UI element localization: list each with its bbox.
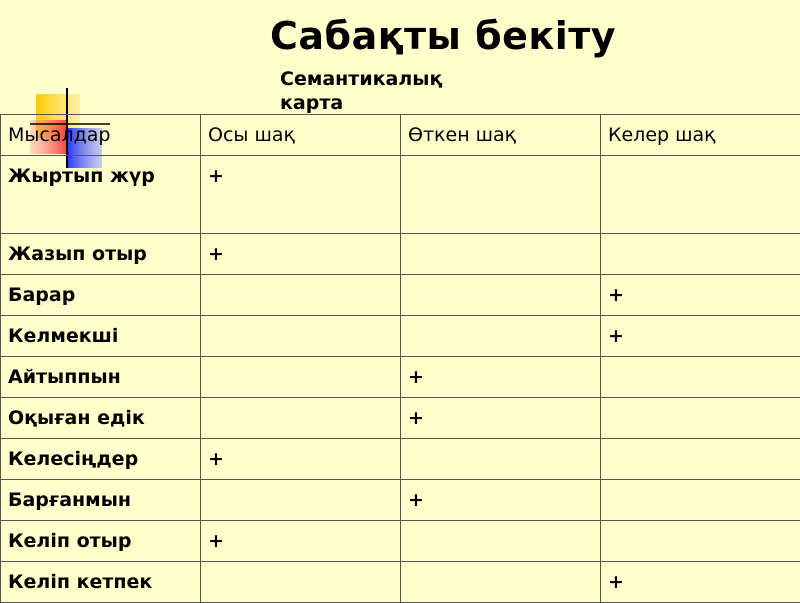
present-cell: + (201, 234, 401, 275)
table-row (1, 521, 800, 562)
page-subtitle: Семантикалық карта (280, 67, 510, 115)
example-cell: Барар (1, 275, 201, 316)
future-cell (601, 156, 800, 234)
future-cell: + (601, 562, 800, 603)
table-row (1, 480, 800, 521)
page-title: Сабақты бекіту (270, 14, 616, 58)
future-cell: + (601, 275, 800, 316)
present-cell (201, 275, 401, 316)
table-row (1, 156, 800, 234)
future-cell (601, 357, 800, 398)
semantic-map-table (0, 114, 800, 603)
table-row (1, 275, 800, 316)
future-cell (601, 398, 800, 439)
present-cell (201, 357, 401, 398)
present-cell (201, 398, 401, 439)
header-present-tense: Осы шақ (201, 115, 401, 156)
present-cell: + (201, 439, 401, 480)
past-cell (401, 521, 601, 562)
table-row (1, 562, 800, 603)
table-row (1, 439, 800, 480)
example-cell: Жыртып жүр (1, 156, 201, 234)
future-cell: + (601, 316, 800, 357)
example-cell: Айтыппын (1, 357, 201, 398)
past-cell: + (401, 480, 601, 521)
present-cell (201, 480, 401, 521)
past-cell (401, 316, 601, 357)
example-cell: Келіп кетпек (1, 562, 201, 603)
past-cell (401, 156, 601, 234)
example-cell: Келмекші (1, 316, 201, 357)
table-header-row (1, 115, 800, 156)
future-cell (601, 521, 800, 562)
header-examples: Мысалдар (1, 115, 201, 156)
example-cell: Келесіңдер (1, 439, 201, 480)
past-cell: + (401, 357, 601, 398)
past-cell: + (401, 398, 601, 439)
present-cell (201, 316, 401, 357)
table-row (1, 357, 800, 398)
past-cell (401, 439, 601, 480)
table-row (1, 398, 800, 439)
example-cell: Жазып отыр (1, 234, 201, 275)
example-cell: Оқыған едік (1, 398, 201, 439)
example-cell: Келіп отыр (1, 521, 201, 562)
table-row (1, 234, 800, 275)
present-cell (201, 562, 401, 603)
past-cell (401, 234, 601, 275)
present-cell: + (201, 521, 401, 562)
present-cell: + (201, 156, 401, 234)
past-cell (401, 275, 601, 316)
future-cell (601, 234, 800, 275)
future-cell (601, 480, 800, 521)
example-cell: Барғанмын (1, 480, 201, 521)
header-past-tense: Өткен шақ (401, 115, 601, 156)
future-cell (601, 439, 800, 480)
header-future-tense: Келер шақ (601, 115, 800, 156)
table-row (1, 316, 800, 357)
past-cell (401, 562, 601, 603)
